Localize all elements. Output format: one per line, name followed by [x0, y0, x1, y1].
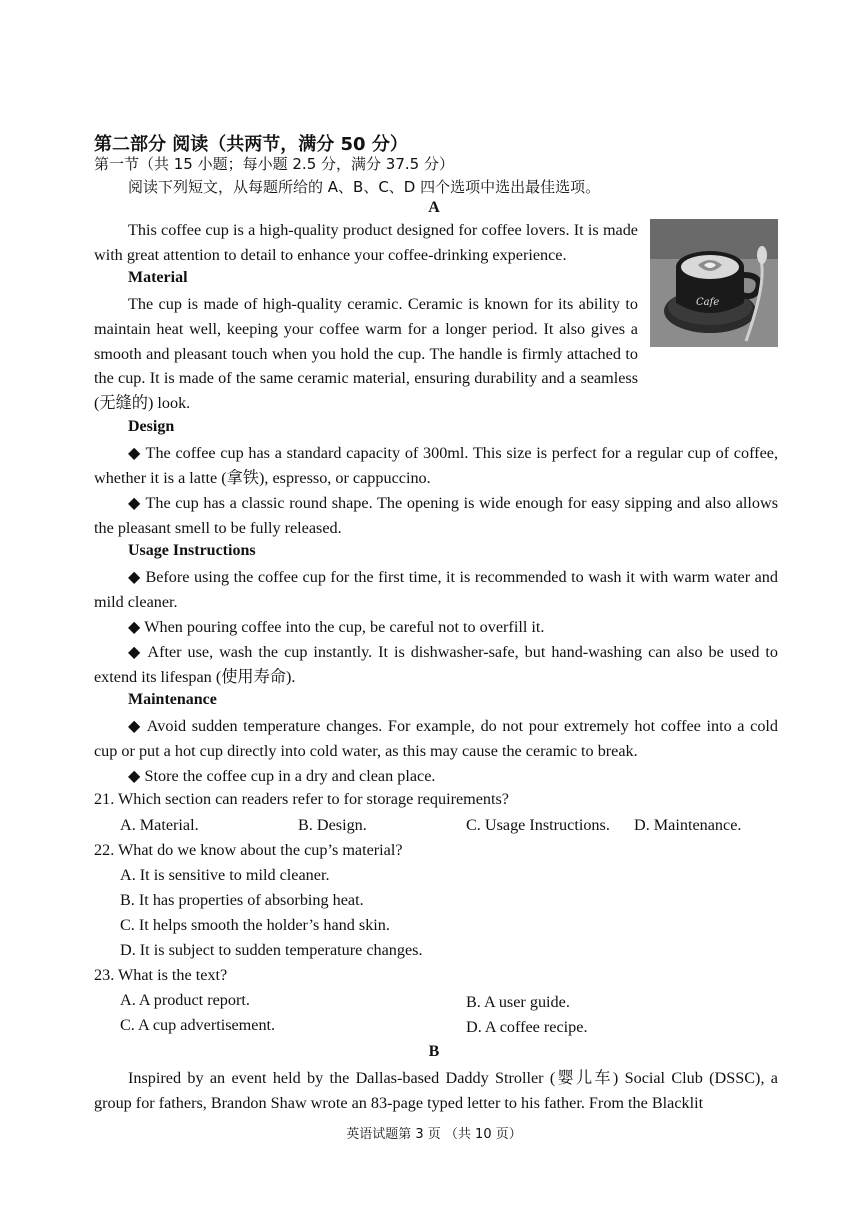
passage-a-label: A: [428, 199, 440, 216]
material-text-block: [94, 292, 778, 416]
maintenance-bullet-1: ◆ Avoid sudden temperature changes. For example, do not pour extremely hot coffee into a cold cup or put a hot cup directly into cold water, as this may cause the ceramic to break.: [94, 717, 778, 760]
question-21-option-c: C. Usage Instructions.: [466, 816, 610, 834]
question-22-option-d: D. It is subject to sudden temperature changes.: [120, 941, 423, 959]
question-22-option-c: C. It helps smooth the holder’s hand skin.: [120, 916, 390, 934]
section-title: 第一节（共 15 小题；每小题 2.5 分，满分 37.5 分）: [94, 155, 454, 173]
question-22-stem: 22. What do we know about the cup’s material?: [94, 841, 403, 859]
question-21-option-b: B. Design.: [298, 816, 367, 834]
usage-bullet-3: ◆ After use, wash the cup instantly. It is dishwasher-safe, but hand-washing can also be used to extend its lifespan (使用寿命).: [94, 643, 778, 686]
maintenance-bullet-2: ◆ Store the coffee cup in a dry and clean place.: [128, 767, 436, 785]
usage-bullet-1: ◆ Before using the coffee cup for the first time, it is recommended to wash it with warm water and mild cleaner.: [94, 568, 778, 611]
question-23-option-a: A. A product report.: [120, 991, 250, 1009]
question-21-option-d: D. Maintenance.: [634, 816, 742, 834]
question-21-option-a: A. Material.: [120, 816, 199, 834]
design-heading: Design: [128, 418, 175, 435]
page-footer: 英语试题第 3 页 （共 10 页）: [346, 1127, 522, 1142]
maintenance-heading: Maintenance: [128, 691, 217, 708]
usage-heading: Usage Instructions: [128, 542, 256, 559]
material-text: The cup is made of high-quality ceramic. Ceramic is known for its ability to maintain heat well, keeping your coffee warm for a longer period. It also gives a smooth and pleasant touch when you hold the cup. The handle is firmly attached to the cup. It is made of the same ceramic material, ensuring durability and a seamless (无缝的) look.: [94, 295, 638, 413]
passage-a-intro: This coffee cup is a high-quality product designed for coffee lovers. It is made with great attention to detail to enhance your coffee-drinking experience.: [94, 221, 638, 264]
question-23-stem: 23. What is the text?: [94, 966, 228, 984]
design-bullet-2: ◆ The cup has a classic round shape. The opening is wide enough for easy sipping and also allows the pleasant smell to be fully released.: [94, 494, 778, 537]
usage-bullet-2: ◆ When pouring coffee into the cup, be careful not to overfill it.: [128, 618, 545, 636]
question-22-option-a: A. It is sensitive to mild cleaner.: [120, 866, 330, 884]
passage-b-label: B: [428, 1043, 440, 1060]
part-title: 第二部分 阅读（共两节，满分 50 分）: [94, 134, 408, 155]
question-22-option-b: B. It has properties of absorbing heat.: [120, 891, 364, 909]
question-23-option-b: B. A user guide.: [466, 993, 570, 1011]
cup-text: Cafe: [696, 297, 720, 308]
question-21-stem: 21. Which section can readers refer to for storage requirements?: [94, 790, 509, 808]
question-23-option-d: D. A coffee recipe.: [466, 1018, 588, 1036]
passage-b-text: Inspired by an event held by the Dallas-based Daddy Stroller (婴儿车) Social Club (DSSC), a group for fathers, Brandon Shaw wrote an 83-page typed letter to his father. From the Blacklit: [94, 1069, 778, 1112]
instruction: 阅读下列短文，从每题所给的 A、B、C、D 四个选项中选出最佳选项。: [128, 178, 601, 196]
material-heading: Material: [128, 269, 188, 286]
question-23-option-c: C. A cup advertisement.: [120, 1016, 276, 1034]
design-bullet-1: ◆ The coffee cup has a standard capacity of 300ml. This size is perfect for a regular cup of coffee, whether it is a latte (拿铁), espresso, or cappuccino.: [94, 444, 778, 487]
